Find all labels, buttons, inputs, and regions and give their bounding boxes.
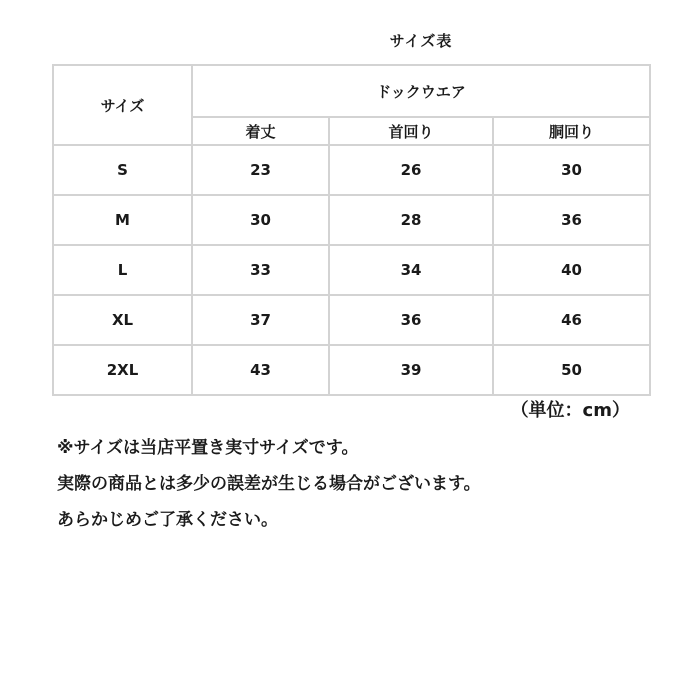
note-line: 実際の商品とは多少の誤差が生じる場合がございます。 — [57, 474, 481, 494]
size-column-header: サイズ — [53, 65, 192, 145]
size-cell: 2XL — [53, 345, 192, 395]
length-cell: 30 — [192, 195, 329, 245]
table-header-row — [53, 65, 650, 117]
neck-cell: 39 — [329, 345, 493, 395]
table-row — [53, 145, 650, 195]
note-line: ※サイズは当店平置き実寸サイズです。 — [57, 438, 359, 458]
neck-cell: 36 — [329, 295, 493, 345]
note-line: あらかじめご了承ください。 — [57, 510, 278, 530]
size-cell: XL — [53, 295, 192, 345]
size-cell: L — [53, 245, 192, 295]
neck-cell: 34 — [329, 245, 493, 295]
chest-cell: 46 — [493, 295, 650, 345]
notes — [57, 430, 481, 538]
length-cell: 37 — [192, 295, 329, 345]
table-row — [53, 345, 650, 395]
unit-note: （単位：cm） — [510, 400, 630, 421]
chest-cell: 50 — [493, 345, 650, 395]
size-cell: S — [53, 145, 192, 195]
chest-cell: 36 — [493, 195, 650, 245]
table-row — [53, 295, 650, 345]
table-row — [53, 195, 650, 245]
page-title: サイズ表 — [389, 32, 453, 50]
column-header-chest: 胴回り — [493, 117, 650, 145]
size-cell: M — [53, 195, 192, 245]
neck-cell: 28 — [329, 195, 493, 245]
column-header-neck: 首回り — [329, 117, 493, 145]
chest-cell: 40 — [493, 245, 650, 295]
neck-cell: 26 — [329, 145, 493, 195]
length-cell: 43 — [192, 345, 329, 395]
column-header-length: 着丈 — [192, 117, 329, 145]
table-row — [53, 245, 650, 295]
chest-cell: 30 — [493, 145, 650, 195]
length-cell: 33 — [192, 245, 329, 295]
length-cell: 23 — [192, 145, 329, 195]
size-table — [52, 64, 651, 396]
group-header: ドックウエア — [192, 65, 650, 117]
